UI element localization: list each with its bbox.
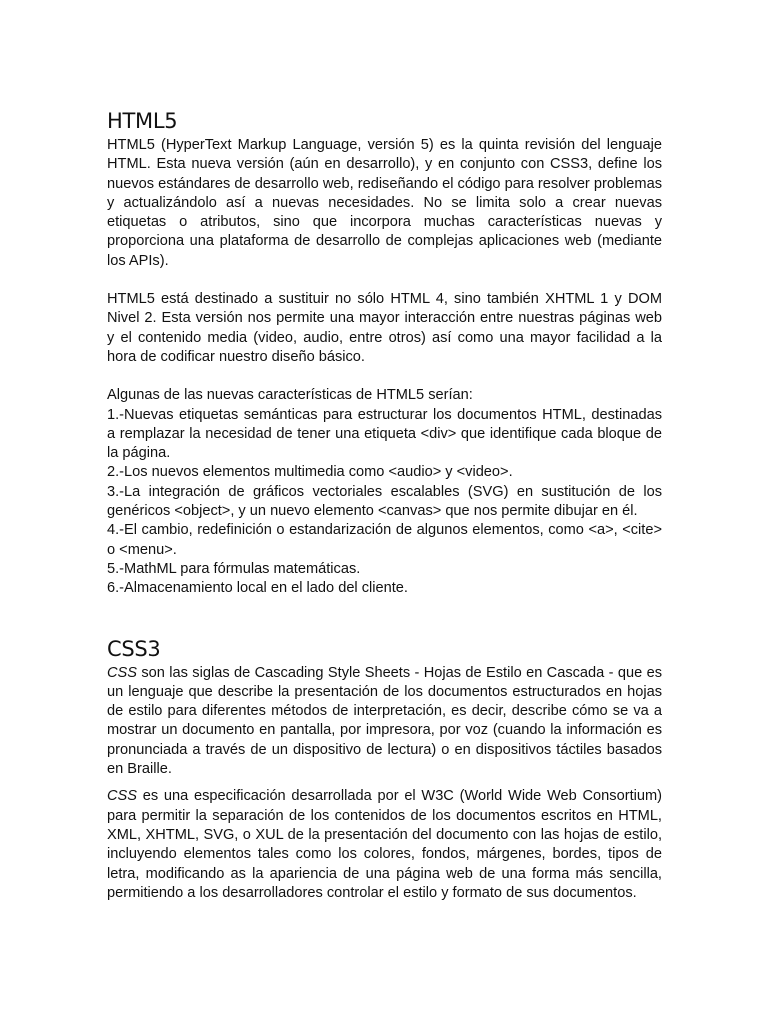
list-item: 4.-El cambio, redefinición o estandarización de algunos elementos, como <a>, <cite> o <menu>. — [107, 522, 662, 558]
html5-section — [107, 108, 662, 599]
list-item: 1.-Nuevas etiquetas semánticas para estructurar los documentos HTML, destinadas a remplazar la necesidad de tener una etiqueta <div> que identifique cada bloque de la página. — [107, 406, 662, 462]
html5-features-list — [107, 406, 662, 599]
document-page — [107, 108, 662, 903]
css3-paragraph-specification — [107, 787, 662, 903]
css3-paragraph-specification-text: es una especificación desarrollada por el W3C (World Wide Web Consortium) para permitir la separación de los contenidos de los documentos escritos en HTML, XML, XHTML, SVG, o XUL de la presentación del documento con las hojas de estilo, incluyendo elementos tales como los colores, fondos, márgenes, bordes, tipos de letra, modificando as la apariencia de una página web de una forma más sencilla, permitiendo a los desarrolladores controlar el estilo y formato de sus documentos. — [107, 788, 662, 901]
list-item: 6.-Almacenamiento local en el lado del cliente. — [107, 580, 408, 597]
css3-section — [107, 636, 662, 904]
html5-paragraph-intro: HTML5 (HyperText Markup Language, versión 5) es la quinta revisión del lenguaje HTML. Esta nueva versión (aún en desarrollo), y en conjunto con CSS3, define los nuevos estándares de desarrollo web, rediseñando el código para resolver problemas y actualizándolo así a nuevas necesidades. No se limita solo a crear nuevas etiquetas o atributos, sino que incorpora muchas características nuevas y proporciona una plataforma de desarrollo de complejas aplicaciones web (mediante los APIs). — [107, 137, 662, 269]
list-item: 5.-MathML para fórmulas matemáticas. — [107, 560, 361, 577]
html5-features-intro: Algunas de las nuevas características de HTML5 serían: — [107, 387, 473, 404]
css3-paragraph-definition-text: son las siglas de Cascading Style Sheets - Hojas de Estilo en Cascada - que es un lenguaje que describe la presentación de los documentos estructurados en hojas de estilo para diferentes métodos de interpretación, es decir, describe cómo se va a mostrar un documento en pantalla, por impresora, por voz (cuando la información es pronunciada a través de un dispositivo de lectura) o en dispositivos táctiles basados en Braille. — [107, 664, 662, 778]
list-item: 2.-Los nuevos elementos multimedia como <audio> y <video>. — [107, 464, 513, 481]
css-term: CSS — [107, 788, 138, 805]
css-term: CSS — [107, 664, 138, 681]
list-item: 3.-La integración de gráficos vectoriales escalables (SVG) en sustitución de los genéricos <object>, y un nuevo elemento <canvas> que nos permite dibujar en él. — [107, 483, 662, 520]
css3-paragraph-definition — [107, 664, 662, 780]
html5-paragraph-replacement: HTML5 está destinado a sustituir no sólo HTML 4, sino también XHTML 1 y DOM Nivel 2. Esta versión nos permite una mayor interacción entre nuestras páginas web y el contenido media (video, audio, entre otros) así como una mayor facilidad a la hora de codificar nuestro diseño básico. — [107, 291, 662, 365]
html5-heading: HTML5 — [107, 109, 178, 133]
css3-heading: CSS3 — [107, 636, 161, 661]
